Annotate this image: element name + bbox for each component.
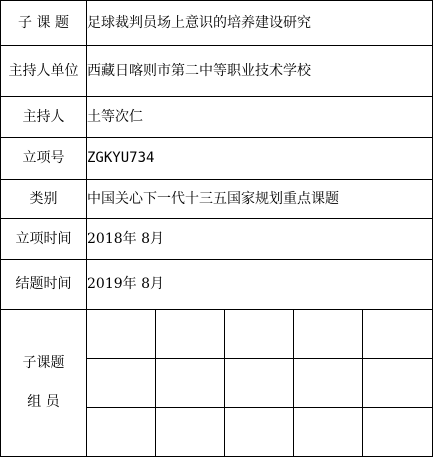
host-unit-value: 西藏日喀则市第二中等职业技术学校: [87, 46, 433, 97]
member-cell: [156, 408, 225, 457]
subtopic-label: 子 课 题: [1, 1, 87, 46]
member-cell: [87, 310, 156, 359]
project-number-label: 立项号: [1, 138, 87, 180]
end-date-label: 结题时间: [1, 260, 87, 310]
project-number-value: ZGKYU734: [87, 138, 433, 180]
members-label-line2: 组 员: [27, 394, 60, 410]
member-cell: [225, 408, 294, 457]
member-cell: [294, 310, 363, 359]
row-category: [1, 180, 433, 219]
row-start-date: [1, 219, 433, 260]
category-label: 类别: [1, 180, 87, 219]
member-row: [1, 310, 433, 359]
subtopic-value: 足球裁判员场上意识的培养建设研究: [87, 1, 433, 46]
member-cell: [156, 310, 225, 359]
member-cell: [294, 359, 363, 408]
member-cell: [87, 408, 156, 457]
member-cell: [363, 359, 433, 408]
member-cell: [156, 359, 225, 408]
member-cell: [225, 359, 294, 408]
member-cell: [87, 359, 156, 408]
start-date-value: 2018年 8月: [87, 219, 433, 260]
host-value: 土等次仁: [87, 97, 433, 138]
row-project-number: [1, 138, 433, 180]
members-label-line1: 子课题: [22, 355, 65, 372]
members-label-cell: [1, 310, 87, 457]
start-date-label: 立项时间: [1, 219, 87, 260]
host-unit-label: 主持人单位: [1, 46, 87, 97]
member-cell: [363, 310, 433, 359]
member-cell: [363, 408, 433, 457]
host-label: 主持人: [1, 97, 87, 138]
category-value: 中国关心下一代十三五国家规划重点课题: [87, 180, 433, 219]
row-subtopic: [1, 1, 433, 46]
member-cell: [294, 408, 363, 457]
row-host: [1, 97, 433, 138]
end-date-value: 2019年 8月: [87, 260, 433, 310]
member-cell: [225, 310, 294, 359]
row-host-unit: [1, 46, 433, 97]
members-label: [1, 355, 86, 411]
row-end-date: [1, 260, 433, 310]
